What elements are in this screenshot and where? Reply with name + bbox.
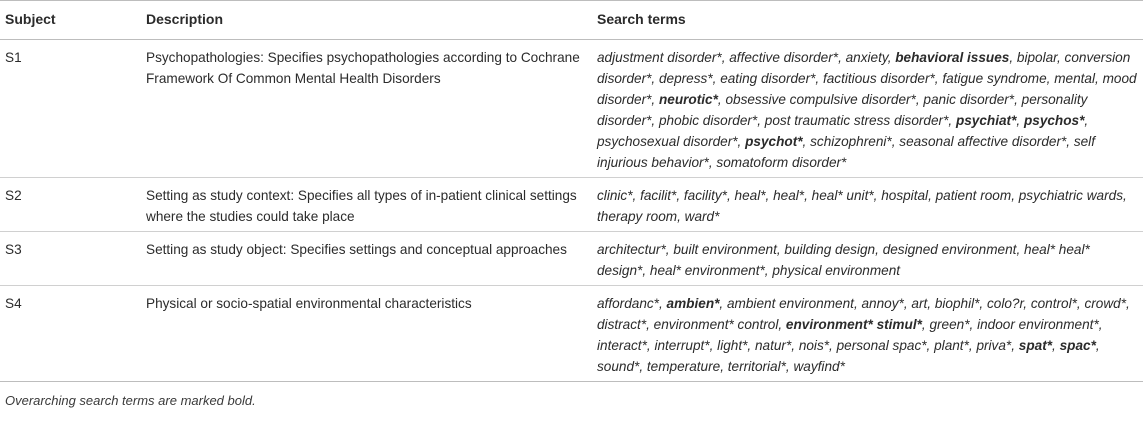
description-cell: Physical or socio-spatial environmental characteristics [146, 286, 597, 382]
description-cell: Setting as study context: Specifies all types of in-patient clinical settings where the studies could take place [146, 178, 597, 232]
search-terms-cell: architectur*, built environment, building design, designed environment, heal* heal* design*, heal* environment*, physical environment [597, 232, 1143, 286]
search-term: architectur* [597, 242, 666, 257]
search-term: post traumatic stress disorder* [764, 113, 949, 128]
search-term: adjustment disorder* [597, 50, 722, 65]
search-term: heal* heal* design* [597, 242, 1090, 278]
subject-cell: S4 [0, 286, 146, 382]
search-term: control* [1030, 296, 1077, 311]
search-term: schizophreni* [810, 134, 892, 149]
search-term-bold: behavioral issues [895, 50, 1010, 65]
search-term: territorial* [727, 359, 786, 374]
search-term-bold: spac* [1059, 338, 1096, 353]
search-term-bold: ambien* [666, 296, 720, 311]
search-term: somatoform disorder* [716, 155, 847, 170]
search-term: heal* [734, 188, 766, 203]
subject-cell: S2 [0, 178, 146, 232]
search-term: self injurious behavior* [597, 134, 1095, 170]
search-term: affective disorder* [729, 50, 839, 65]
description-cell: Setting as study object: Specifies settings and conceptual approaches [146, 232, 597, 286]
search-term: wayfind* [793, 359, 845, 374]
search-term-bold: psychos* [1023, 113, 1085, 128]
search-term: light* [717, 338, 748, 353]
search-term: natur* [754, 338, 792, 353]
search-term: therapy room [597, 209, 678, 224]
search-term: personality disorder* [597, 92, 1088, 128]
search-term: ambient environment [726, 296, 854, 311]
search-term: facilit* [640, 188, 677, 203]
search-term: interrupt* [654, 338, 710, 353]
search-term: colo?r [986, 296, 1024, 311]
search-term: distract* [597, 317, 647, 332]
search-term: annoy* [861, 296, 904, 311]
search-term-bold: spat* [1018, 338, 1053, 353]
search-term: nois* [798, 338, 830, 353]
search-term: personal spac* [836, 338, 927, 353]
search-term-bold: psychiat* [955, 113, 1017, 128]
search-term: building design [784, 242, 876, 257]
table-row-s4 [0, 286, 1143, 382]
description-cell: Psychopathologies: Specifies psychopathologies according to Cochrane Framework Of Common Mental Health Disorders [146, 40, 597, 178]
search-term: clinic* [597, 188, 633, 203]
search-term: facility* [683, 188, 727, 203]
search-term: eating disorder* [720, 71, 816, 86]
search-term: indoor environment* [977, 317, 1099, 332]
search-term: psychosexual disorder* [597, 134, 738, 149]
search-term: obsessive compulsive disorder* [725, 92, 916, 107]
header-subject: Subject [0, 1, 146, 40]
search-term: interact* [597, 338, 647, 353]
search-term: patient room [935, 188, 1012, 203]
table-footnote: Overarching search terms are marked bold. [5, 393, 256, 408]
search-term: plant* [934, 338, 969, 353]
search-term: panic disorder* [923, 92, 1015, 107]
search-term: priva* [976, 338, 1012, 353]
search-term: phobic disorder* [658, 113, 758, 128]
search-term: depress* [658, 71, 713, 86]
search-term-bold: neurotic* [658, 92, 718, 107]
search-term: environment* control [653, 317, 779, 332]
search-term: designed environment [882, 242, 1017, 257]
header-description: Description [146, 1, 597, 40]
search-term: psychiatric wards [1018, 188, 1123, 203]
search-term: heal* unit* [811, 188, 874, 203]
search-term: anxiety [845, 50, 888, 65]
search-term-bold: psychot* [745, 134, 803, 149]
search-term: temperature [646, 359, 721, 374]
search-term: mental [1054, 71, 1096, 86]
search-term: biophil* [934, 296, 980, 311]
search-term: crowd* [1084, 296, 1127, 311]
search-term: fatigue syndrome [942, 71, 1047, 86]
search-term: heal* environment* [649, 263, 765, 278]
search-term: mood disorder* [597, 71, 1137, 107]
subject-cell: S3 [0, 232, 146, 286]
search-terms-cell: clinic*, facilit*, facility*, heal*, heal*, heal* unit*, hospital, patient room, psychiatric wards, therapy room, ward* [597, 178, 1143, 232]
search-term-bold: environment* stimul* [785, 317, 922, 332]
search-term: hospital [881, 188, 929, 203]
search-term: factitious disorder* [822, 71, 935, 86]
search-term: conversion disorder* [597, 50, 1131, 86]
search-term: seasonal affective disorder* [899, 134, 1067, 149]
subject-cell: S1 [0, 40, 146, 178]
table-row-s3 [0, 232, 1143, 286]
table-row-s2 [0, 178, 1143, 232]
search-term: sound* [597, 359, 640, 374]
table-header-row [0, 1, 1143, 40]
search-terms-cell: affordanc*, ambien*, ambient environment, annoy*, art, biophil*, colo?r, control*, crowd*, distract*, environment* control, environment* stimul*, green*, indoor environment*, interact*, interrupt*, light*, natur*, nois*, personal spac*, plant*, priva*, spat*, spac*, sound*, temperature, territorial*, wayfind* [597, 286, 1143, 382]
search-term: ward* [684, 209, 720, 224]
header-search-terms: Search terms [597, 1, 1143, 40]
search-term: affordanc* [597, 296, 659, 311]
search-terms-cell: adjustment disorder*, affective disorder*, anxiety, behavioral issues, bipolar, conversion disorder*, depress*, eating disorder*, factitious disorder*, fatigue syndrome, mental, mood disorder*, neurotic*, obsessive compulsive disorder*, panic disorder*, personality disorder*, phobic disorder*, post traumatic stress disorder*, psychiat*, psychos*, psychosexual disorder*, psychot*, schizophreni*, seasonal affective disorder*, self injurious behavior*, somatoform disorder* [597, 40, 1143, 178]
search-term: built environment [673, 242, 777, 257]
table-row-s1 [0, 40, 1143, 178]
search-term: art [911, 296, 928, 311]
search-term: heal* [773, 188, 805, 203]
search-term: green* [929, 317, 970, 332]
search-term: physical environment [772, 263, 901, 278]
search-term: bipolar [1016, 50, 1057, 65]
